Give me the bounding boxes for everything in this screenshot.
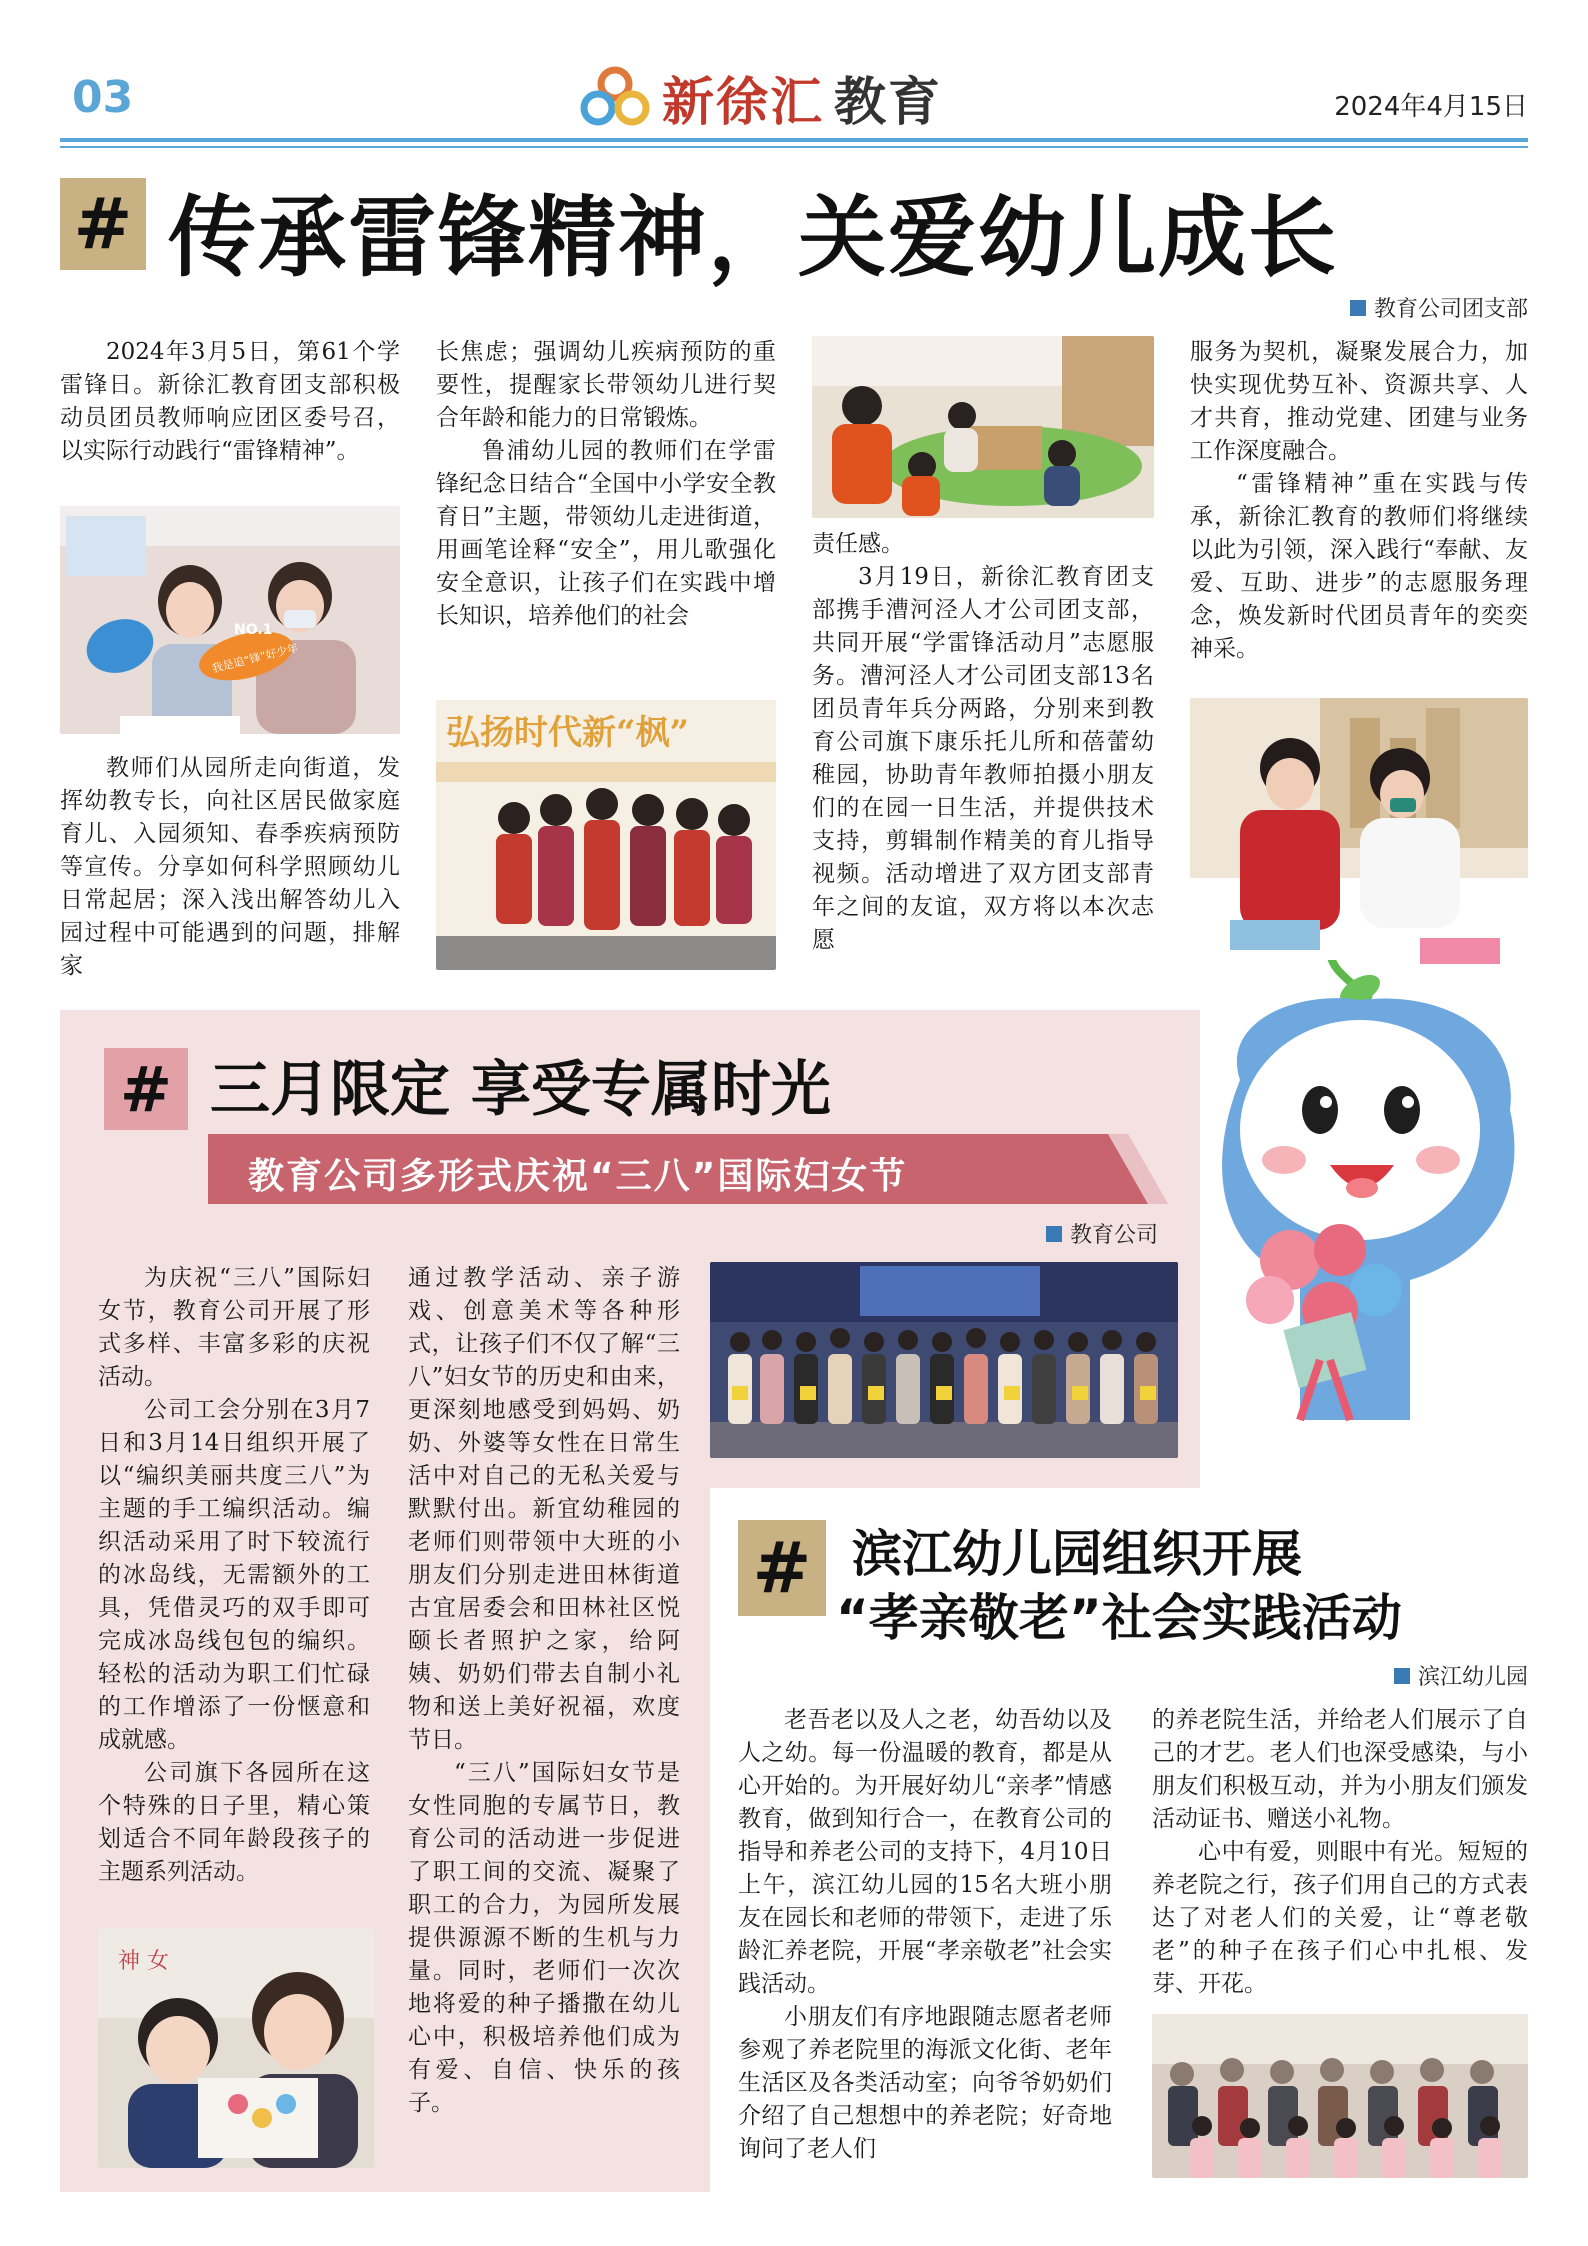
mascot-illustration (1180, 960, 1540, 1450)
article1-col3 (812, 528, 1154, 957)
paragraph: 心中有爱，则眼中有光。短短的养老院之行，孩子们用自己的方式表达了对老人们的关爱，让“尊老敬老”的种子在孩子们心中扎根、发芽、开花。 (1152, 1839, 1528, 1997)
article1-photo-2 (436, 700, 776, 970)
article-source (1350, 292, 1528, 323)
article-title: 三月限定 享受专属时光 (210, 1055, 831, 1125)
article-source (1046, 1218, 1158, 1249)
source-square-icon (1046, 1226, 1062, 1242)
article1-photo-4 (1190, 698, 1528, 970)
paragraph: 老吾老以及人之老，幼吾幼以及人之幼。每一份温暖的教育，都是从心开始的。为开展好幼儿“亲孝”情感教育，做到知行合一，在教育公司的指导和养老公司的支持下，4月10日上午，滨江幼儿园的15名大班小朋友在园长和老师的带领下，走进了乐龄汇养老院，开展“孝亲敬老”社会实践活动。 (738, 1707, 1112, 1997)
paragraph: 公司旗下各园所在这个特殊的日子里，精心策划适合不同年龄段孩子的主题系列活动。 (98, 1760, 370, 1885)
source-label: 滨江幼儿园 (1417, 1665, 1528, 1690)
card-text: 神 女 (118, 1949, 169, 1974)
source-label: 教育公司团支部 (1373, 297, 1528, 322)
header-rule (60, 138, 1528, 142)
paragraph: 的养老院生活，并给老人们展示了自己的才艺。老人们也深受感染，与小朋友们积极互动，并为小朋友们颁发活动证书、赠送小礼物。 (1152, 1707, 1528, 1832)
paragraph: “雷锋精神”重在实践与传承，新徐汇教育的教师们将继续以此为引领，深入践行“奉献、友爱、互助、进步”的志愿服务理念，焕发新时代团员青年的奕奕神采。 (1190, 471, 1528, 662)
section-hash-tag: # (60, 178, 146, 270)
source-label: 教育公司 (1070, 1223, 1159, 1248)
masthead-title-suffix: 教育 (834, 71, 943, 133)
article3-photo (1152, 2014, 1528, 2178)
article1-col1-bottom (60, 752, 400, 983)
section-hash-tag: # (738, 1520, 826, 1616)
article2-col2 (408, 1262, 680, 2120)
paragraph: 3月19日，新徐汇教育团支部携手漕河泾人才公司团支部，共同开展“学雷锋活动月”志愿服务。漕河泾人才公司团支部13名团员青年兵分两路，分别来到教育公司旗下康乐托儿所和蓓蕾幼稚园，协助青年教师拍摄小朋友们的在园一日生活，并提供技术支持，剪辑制作精美的育儿指导视频。活动增进了双方团支部青年之间的友谊，双方将以本次志愿 (812, 564, 1154, 953)
paragraph: 长焦虑；强调幼儿疾病预防的重要性，提醒家长带领幼儿进行契合年龄和能力的日常锻炼。 (436, 339, 776, 431)
article2-photo-child (98, 1928, 374, 2168)
article1-photo-1 (60, 506, 400, 734)
article2-col1 (98, 1262, 370, 1889)
banner-slogan: 弘扬时代新“枫” (446, 713, 690, 753)
paragraph: 鲁浦幼儿园的教师们在学雷锋纪念日结合“全国中小学安全教育日”主题，带领幼儿走进街道，用画笔诠释“安全”，用儿歌强化安全意识，让孩子们在实践中增长知识，培养他们的社会 (436, 438, 776, 629)
article1-col2-top (436, 336, 776, 633)
sign-slogan: 我是追“锋”好少年 (210, 641, 300, 676)
article1-col1-top (60, 336, 400, 468)
masthead-title: 新徐汇 (662, 71, 825, 133)
article-subtitle: 教育公司多形式庆祝“三八”国际妇女节 (248, 1156, 908, 1197)
article1-col4 (1190, 336, 1528, 666)
paragraph: 责任感。 (812, 531, 904, 557)
article3-col1 (738, 1704, 1112, 2166)
section-hash-tag: # (104, 1048, 188, 1130)
source-square-icon (1350, 300, 1366, 316)
paragraph: 为庆祝“三八”国际妇女节，教育公司开展了形式多样、丰富多彩的庆祝活动。 (98, 1265, 370, 1390)
article-source (1394, 1660, 1528, 1691)
sign-no1: NO.1 (234, 622, 273, 638)
paragraph: “三八”国际妇女节是女性同胞的专属节日，教育公司的活动进一步促进了职工间的交流、凝聚了职工的合力，为园所发展提供源源不断的生机与力量。同时，老师们一次次地将爱的种子播撒在幼儿心中，积极培养他们成为有爱、自信、快乐的孩子。 (408, 1760, 680, 2116)
header-rule-thin (60, 146, 1528, 148)
paragraph: 2024年3月5日，第61个学雷锋日。新徐汇教育团支部积极动员团员教师响应团区委号召，以实际行动践行“雷锋精神”。 (60, 339, 400, 464)
article2-group-photo (710, 1262, 1178, 1458)
paragraph: 公司工会分别在3月7日和3月14日组织开展了以“编织美丽共度三八”为主题的手工编织活动。编织活动采用了时下较流行的冰岛线，无需额外的工具，凭借灵巧的双手即可完成冰岛线包包的编织。轻松的活动为职工们忙碌的工作增添了一份惬意和成就感。 (98, 1397, 370, 1753)
article3-col2 (1152, 1704, 1528, 2001)
issue-date: 2024年4月15日 (1334, 92, 1528, 122)
masthead (578, 62, 942, 132)
paragraph: 通过教学活动、亲子游戏、创意美术等各种形式，让孩子们不仅了解“三八”妇女节的历史和由来，更深刻地感受到妈妈、奶奶、外婆等女性在日常生活中对自己的无私关爱与默默付出。新宜幼稚园的老师们则带领中大班的小朋友们分别走进田林街道古宜居委会和田林社区悦颐长者照护之家，给阿姨、奶奶们带去自制小礼物和送上美好祝福，欢度节日。 (408, 1265, 680, 1753)
source-square-icon (1394, 1668, 1410, 1684)
article-title-line1: 滨江幼儿园组织开展 (852, 1525, 1302, 1583)
article-title-line2: “孝亲敬老”社会实践活动 (836, 1589, 1402, 1647)
article1-photo-3 (812, 336, 1154, 518)
paragraph: 服务为契机，凝聚发展合力，加快实现优势互补、资源共享、人才共育，推动党建、团建与业务工作深度融合。 (1190, 339, 1528, 464)
paragraph: 教师们从园所走向街道，发挥幼教专长，向社区居民做家庭育儿、入园须知、春季疾病预防等宣传。分享如何科学照顾幼儿日常起居；深入浅出解答幼儿入园过程中可能遇到的问题，排解家 (60, 755, 400, 979)
paragraph: 小朋友们有序地跟随志愿者老师参观了养老院里的海派文化街、老年生活区及各类活动室；向爷爷奶奶们介绍了自己想想中的养老院；好奇地询问了老人们 (738, 2004, 1112, 2162)
page-number: 03 (72, 72, 134, 123)
article-title: 传承雷锋精神，关爱幼儿成长 (168, 186, 1339, 289)
masthead-logo-icon (578, 66, 652, 128)
